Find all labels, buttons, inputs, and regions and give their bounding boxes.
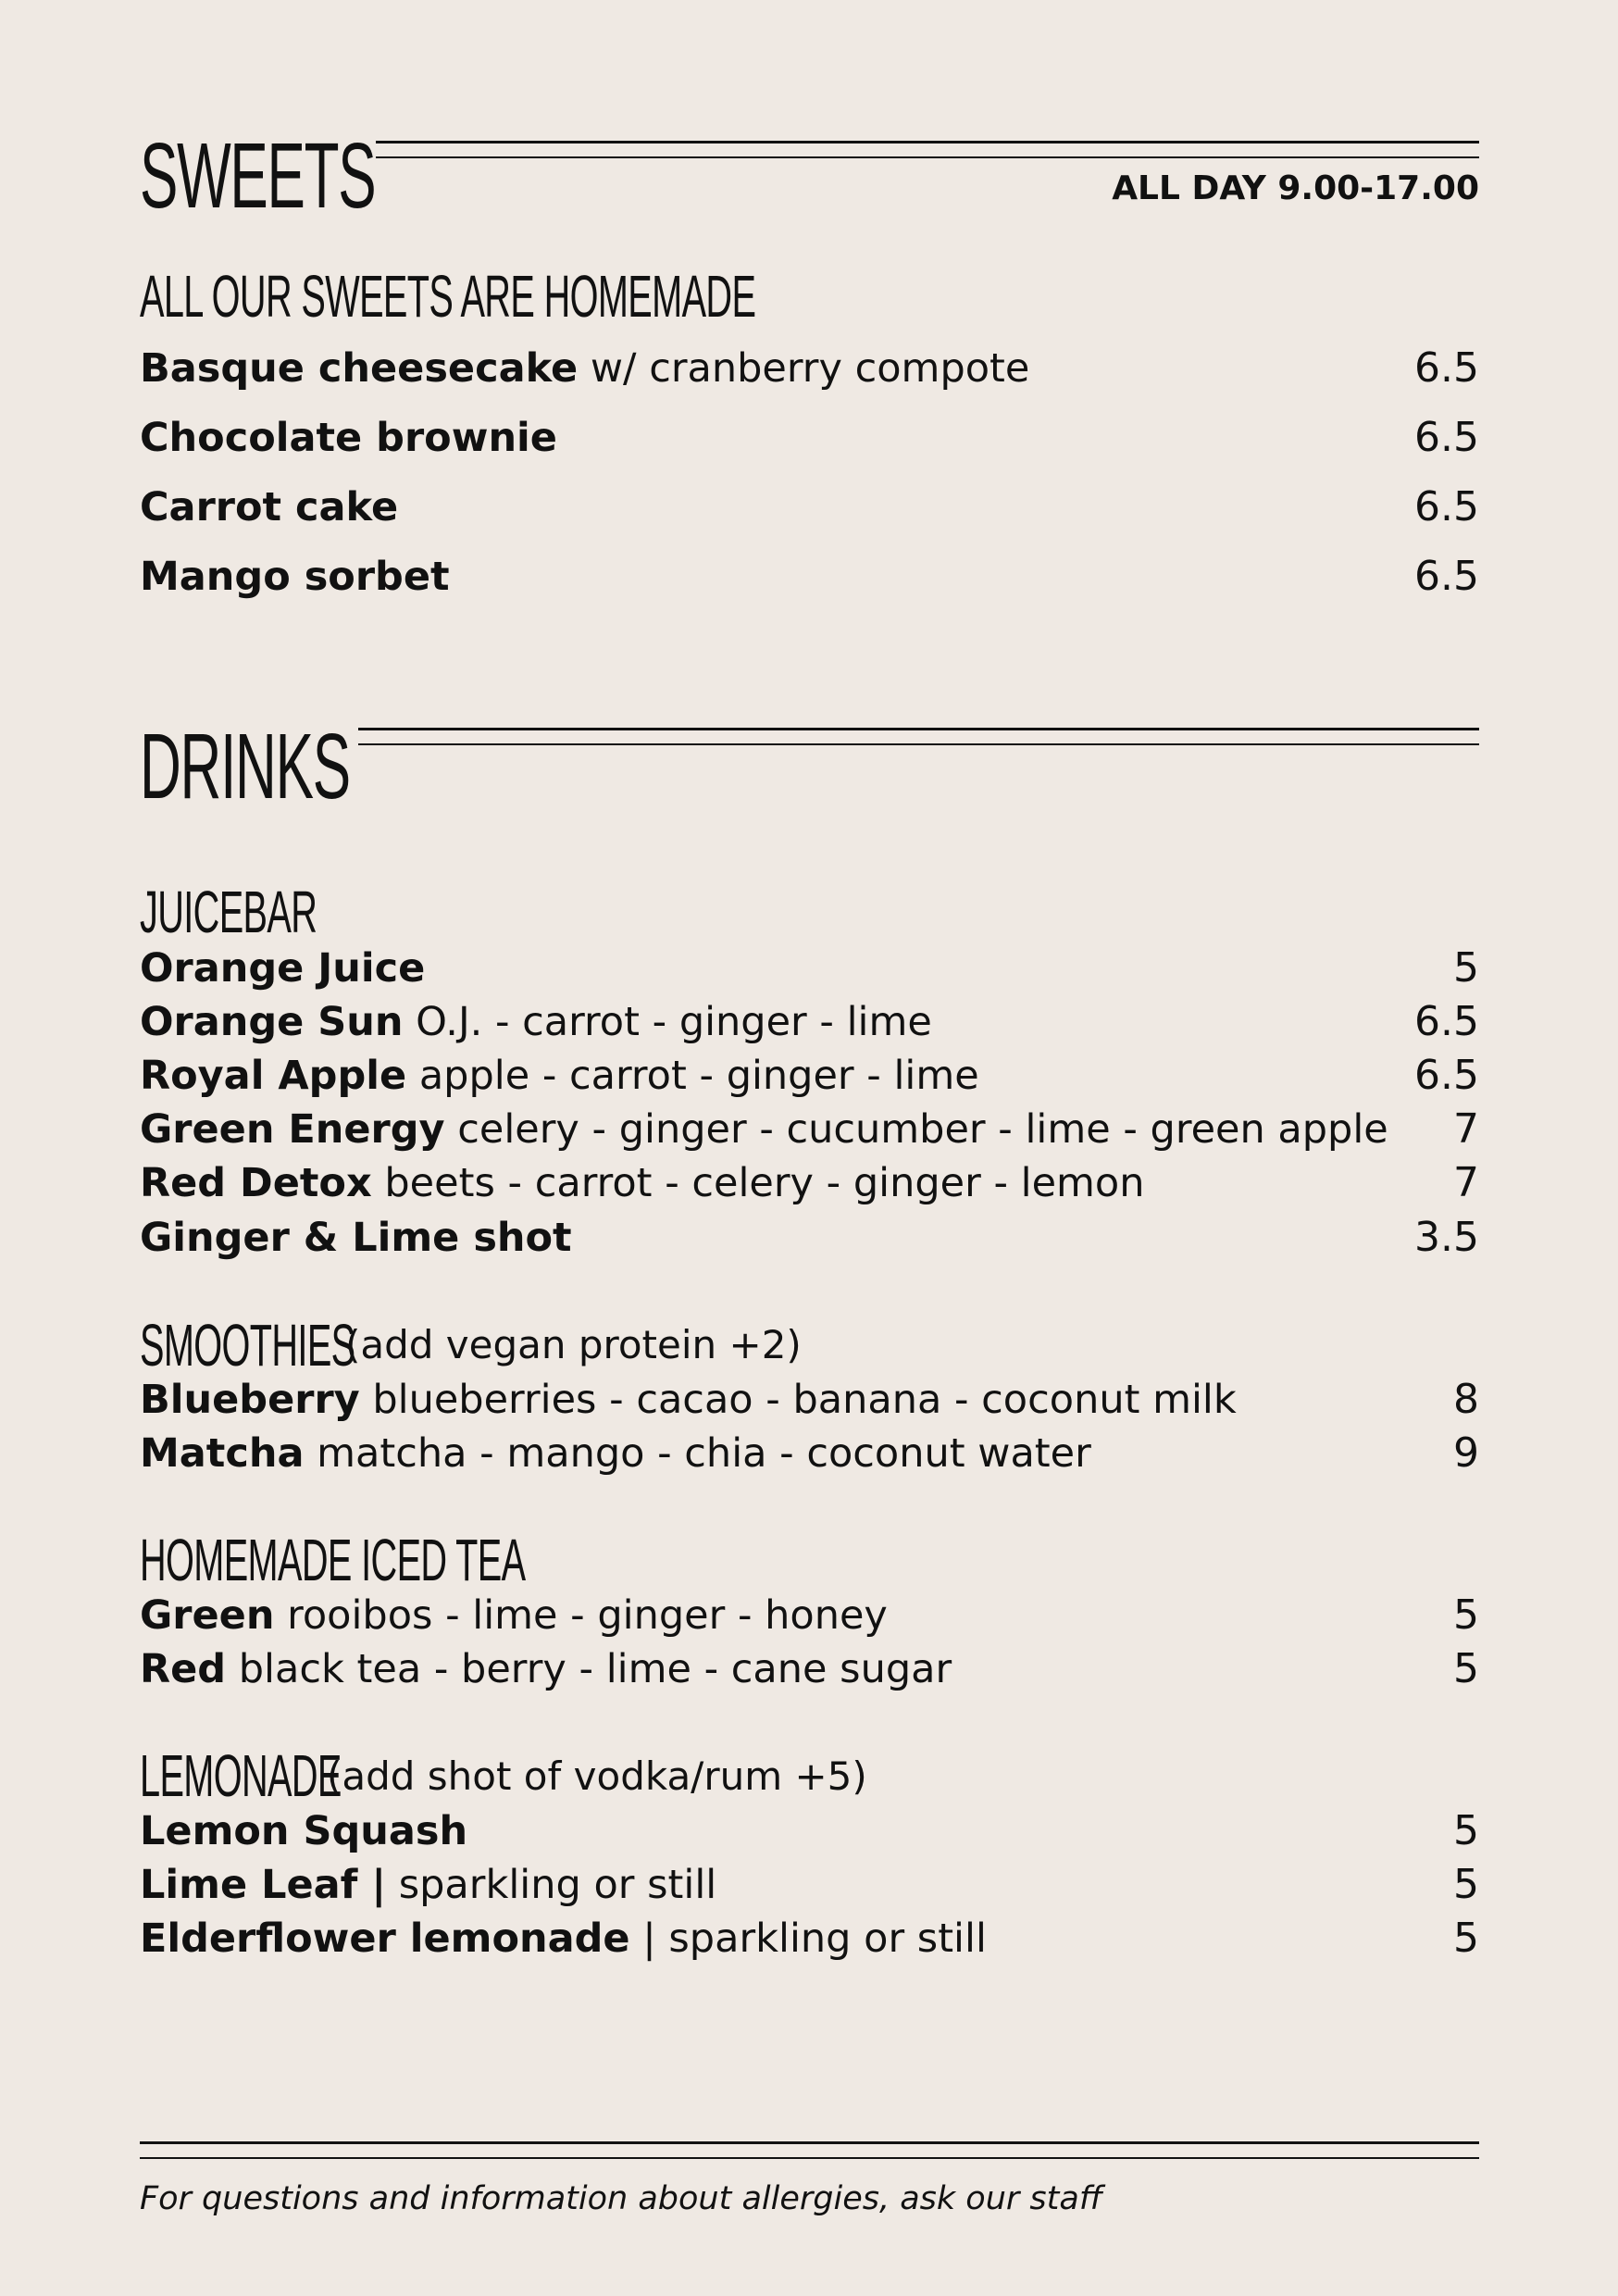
allergy-note: For questions and information about allergies, ask our staff	[140, 2180, 1103, 2217]
item-name: Lime Leaf |	[140, 1862, 387, 1908]
menu-item	[140, 1645, 1479, 1692]
item-price: 5	[1453, 1861, 1479, 1908]
item-name: Green	[140, 1592, 275, 1639]
item-desc: w/ cranberry compote	[578, 345, 1030, 392]
item-price: 6.5	[1414, 998, 1479, 1045]
item-desc: black tea - berry - lime - cane sugar	[226, 1646, 952, 1692]
item-price: 5	[1453, 1807, 1479, 1854]
menu-item	[140, 1376, 1479, 1423]
item-price: 6.5	[1414, 553, 1479, 600]
menu-item	[140, 483, 1479, 530]
menu-item	[140, 1105, 1479, 1153]
item-price: 5	[1453, 1915, 1479, 1962]
item-name: Red Detox	[140, 1160, 372, 1206]
menu-item	[140, 944, 1479, 992]
item-name: Lemon Squash	[140, 1808, 468, 1854]
item-price: 6.5	[1414, 344, 1479, 392]
item-name: Orange Sun	[140, 999, 404, 1045]
menu-item	[140, 1214, 1479, 1261]
smoothies-title: SMOOTHIES	[140, 1312, 355, 1379]
sweets-title: SWEETS	[140, 124, 376, 228]
item-name: Basque cheesecake	[140, 345, 579, 392]
item-desc: beets - carrot - celery - ginger - lemon	[371, 1160, 1145, 1206]
item-name: Royal Apple	[140, 1053, 407, 1099]
item-name: Carrot cake	[140, 484, 399, 530]
footer-double-rule	[140, 2141, 1479, 2159]
item-price: 8	[1453, 1376, 1479, 1423]
menu-item	[140, 1807, 1479, 1854]
sweets-double-rule	[376, 141, 1479, 158]
item-name: Ginger & Lime shot	[140, 1215, 572, 1261]
item-price: 6.5	[1414, 414, 1479, 461]
menu-page	[140, 0, 1479, 2296]
iced-tea-title: HOMEMADE ICED TEA	[140, 1527, 526, 1593]
smoothies-note: (add vegan protein +2)	[345, 1322, 802, 1367]
item-price: 7	[1453, 1159, 1479, 1206]
sweets-hours: ALL DAY 9.00-17.00	[1112, 169, 1479, 207]
item-desc: sparkling or still	[386, 1862, 717, 1908]
item-name: Green Energy	[140, 1106, 445, 1153]
item-desc: matcha - mango - chia - coconut water	[304, 1430, 1091, 1477]
item-name: Orange Juice	[140, 945, 426, 992]
item-price: 9	[1453, 1429, 1479, 1477]
menu-item	[140, 344, 1479, 392]
item-name: Blueberry	[140, 1377, 360, 1423]
item-name: Red	[140, 1646, 227, 1692]
item-desc: | sparkling or still	[629, 1915, 987, 1962]
menu-item	[140, 1429, 1479, 1477]
item-price: 5	[1453, 1591, 1479, 1639]
item-desc: apple - carrot - ginger - lime	[406, 1053, 979, 1099]
menu-item	[140, 998, 1479, 1045]
menu-item	[140, 553, 1479, 600]
item-name: Matcha	[140, 1430, 305, 1477]
item-name: Chocolate brownie	[140, 415, 557, 461]
lemonade-note: (add shot of vodka/rum +5)	[327, 1753, 867, 1799]
item-name: Elderflower lemonade	[140, 1915, 630, 1962]
sweets-subtitle: ALL OUR SWEETS ARE HOMEMADE	[140, 263, 756, 330]
menu-item	[140, 1159, 1479, 1206]
drinks-double-rule	[358, 728, 1479, 745]
menu-item	[140, 1052, 1479, 1099]
item-desc: rooibos - lime - ginger - honey	[274, 1592, 888, 1639]
lemonade-title: LEMONADE	[140, 1742, 342, 1809]
menu-item	[140, 1591, 1479, 1639]
item-desc: blueberries - cacao - banana - coconut milk	[359, 1377, 1237, 1423]
menu-item	[140, 1861, 1479, 1908]
item-desc: O.J. - carrot - ginger - lime	[403, 999, 932, 1045]
drinks-title: DRINKS	[140, 715, 350, 818]
menu-item	[140, 1915, 1479, 1962]
item-price: 6.5	[1414, 483, 1479, 530]
item-price: 3.5	[1414, 1214, 1479, 1261]
item-price: 6.5	[1414, 1052, 1479, 1099]
menu-item	[140, 414, 1479, 461]
item-price: 7	[1453, 1105, 1479, 1153]
item-price: 5	[1453, 944, 1479, 992]
item-name: Mango sorbet	[140, 554, 450, 600]
juicebar-title: JUICEBAR	[140, 879, 317, 945]
item-desc: celery - ginger - cucumber - lime - green apple	[444, 1106, 1388, 1153]
item-price: 5	[1453, 1645, 1479, 1692]
